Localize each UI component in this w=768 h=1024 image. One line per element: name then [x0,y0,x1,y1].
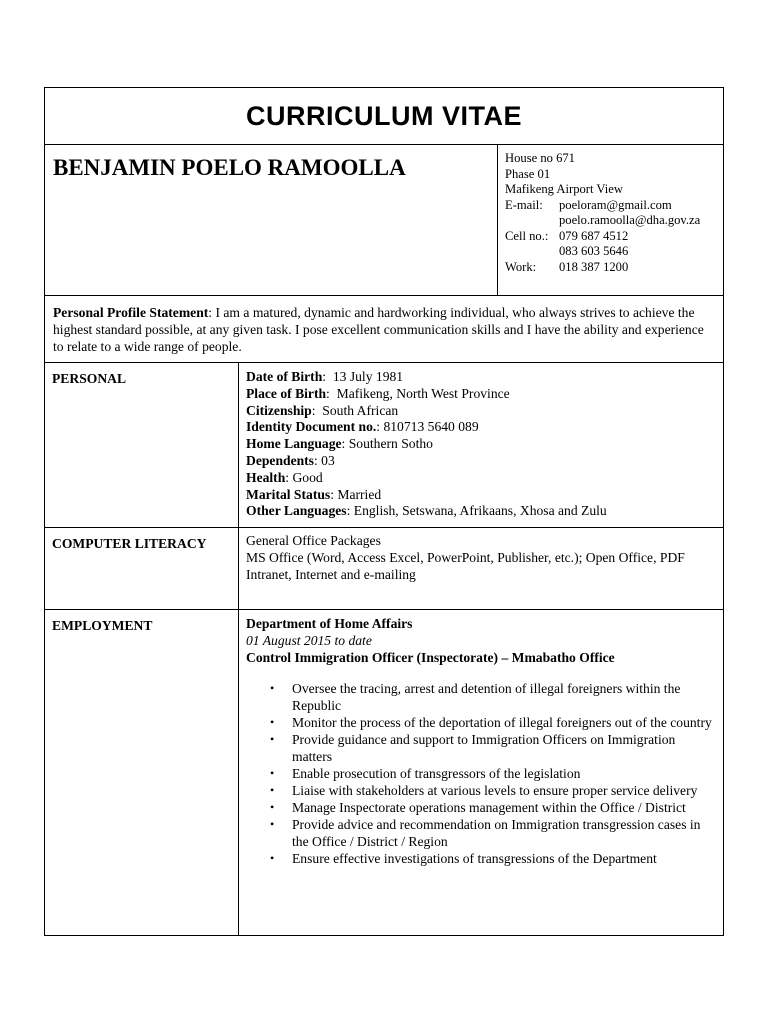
personal-field: Citizenship: South African [246,402,399,418]
computer-line: Intranet, Internet and e-mailing [246,566,416,582]
duty-item: • Manage Inspectorate operations management within the Office / District [292,799,717,816]
duty-item: • Provide advice and recommendation on Immigration transgression cases in the Office / District / Region [292,816,717,850]
cell-row [505,229,700,245]
address-line: House no 671 [505,151,575,165]
duty-item: • Oversee the tracing, arrest and detention of illegal foreigners within the Republic [292,680,717,714]
address-line: Mafikeng Airport View [505,182,623,196]
computer-details [246,533,717,583]
computer-heading: COMPUTER LITERACY [52,536,207,551]
work-row [505,260,700,276]
email-row [505,213,700,229]
profile-statement [53,304,715,355]
personal-field: Date of Birth: 13 July 1981 [246,369,404,384]
cell-primary: 079 687 4512 [559,228,629,243]
duty-item: • Monitor the process of the deportation of illegal foreigners out of the country [292,714,717,731]
address-line: Phase 01 [505,166,551,181]
email-label: E-mail: [505,197,543,212]
personal-details [246,369,717,520]
work-label: Work: [505,259,537,274]
duty-item: • Provide guidance and support to Immigration Officers on Immigration matters [292,731,717,765]
applicant-name: BENJAMIN POELO RAMOOLLA [53,155,406,180]
computer-details-cell [238,527,724,610]
duties-list [246,680,717,867]
computer-line: General Office Packages [246,533,381,548]
employment-period: 01 August 2015 to date [246,632,372,648]
name-cell [44,144,498,296]
personal-heading-cell [44,362,239,528]
personal-field: Home Language: Southern Sotho [246,436,433,452]
employment-details-cell [238,609,724,936]
personal-field: Identity Document no.: 810713 5640 089 [246,419,479,435]
duty-item: • Liaise with stakeholders at various levels to ensure proper service delivery [292,782,717,799]
profile-label: Personal Profile Statement [53,305,209,320]
contact-cell [497,144,724,296]
profile-cell [44,295,724,363]
cell-secondary: 083 603 5646 [559,244,629,258]
email-secondary: poelo.ramoolla@dha.gov.za [559,213,701,227]
work-number: 018 387 1200 [559,259,629,274]
employment-details [246,616,717,867]
duty-item: • Ensure effective investigations of transgressions of the Department [292,850,717,867]
employment-heading: EMPLOYMENT [52,618,153,633]
personal-field: Health: Good [246,469,323,485]
contact-details [505,151,700,275]
email-row [505,198,700,214]
computer-heading-cell [44,527,239,610]
document-title: CURRICULUM VITAE [44,87,724,145]
duty-item: • Enable prosecution of transgressors of the legislation [292,765,717,782]
personal-field: Other Languages: English, Setswana, Afrikaans, Xhosa and Zulu [246,503,607,519]
computer-line: MS Office (Word, Access Excel, PowerPoint, Publisher, etc.); Open Office, PDF [246,549,685,565]
cell-label: Cell no.: [505,228,549,243]
employment-heading-cell [44,609,239,936]
email-primary: poeloram@gmail.com [559,197,672,212]
personal-field: Place of Birth: Mafikeng, North West Province [246,385,510,401]
personal-details-cell [238,362,724,528]
profile-text: : I am a matured, dynamic and hardworking individual, who always strives to achieve the highest standard possible, at any given task. I pose excellent communication skills and I have the ability and experience to relate to a wide range of people. [53,305,704,354]
cell-row [505,244,700,260]
personal-field: Marital Status: Married [246,486,382,502]
employer: Department of Home Affairs [246,616,413,631]
personal-heading: PERSONAL [52,371,127,386]
personal-field: Dependents: 03 [246,452,335,468]
job-title: Control Immigration Officer (Inspectorate) – Mmabatho Office [246,649,615,665]
